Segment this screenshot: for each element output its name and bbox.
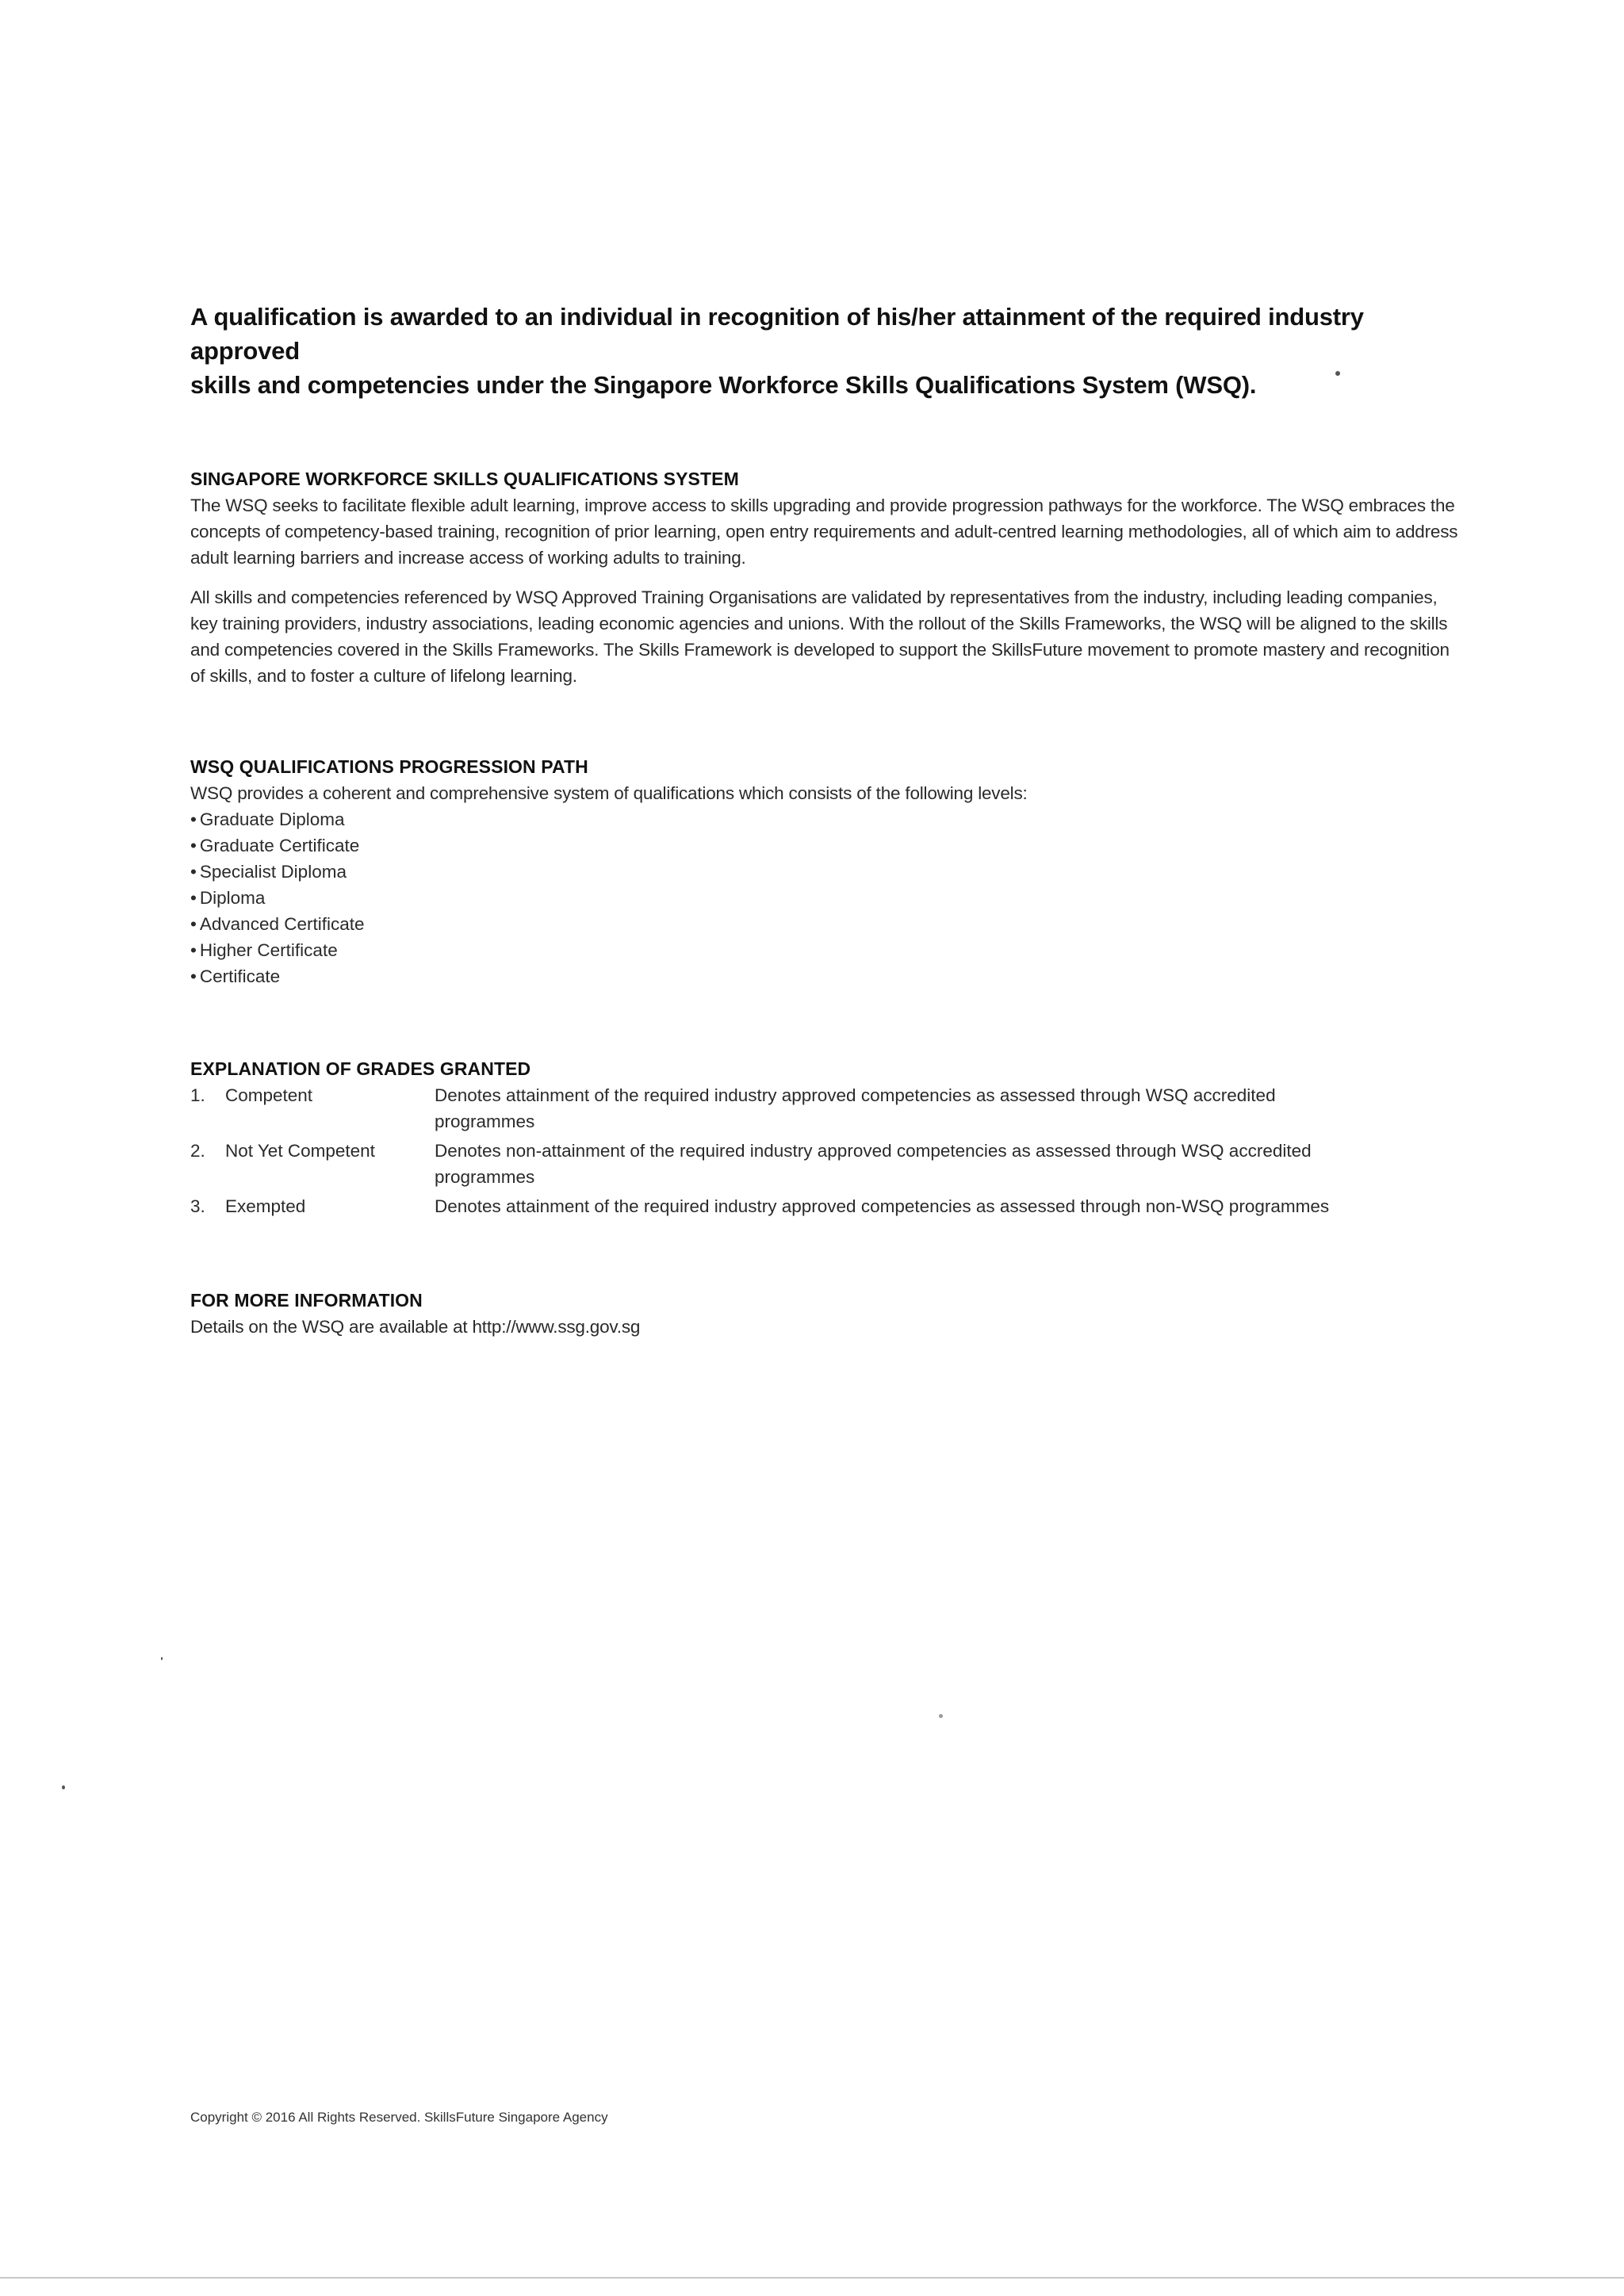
bullet-icon: •	[190, 966, 197, 986]
list-item: • Advanced Certificate	[190, 914, 365, 934]
section-title-wsq-system: SINGAPORE WORKFORCE SKILLS QUALIFICATIONS SYSTEM	[190, 469, 739, 489]
scan-speck	[62, 1785, 65, 1789]
grade-name: Competent	[225, 1085, 313, 1105]
headline-line-2: skills and competencies under the Singapore Workforce Skills Qualifications System (WSQ).	[190, 371, 1257, 399]
list-item: • Specialist Diploma	[190, 862, 347, 882]
list-item: • Graduate Diploma	[190, 809, 345, 829]
progression-section	[190, 755, 1459, 989]
progression-intro: WSQ provides a coherent and comprehensive system of qualifications which consists of the following levels:	[190, 783, 1028, 803]
wsq-system-section	[190, 467, 1459, 689]
section-title-progression: WSQ QUALIFICATIONS PROGRESSION PATH	[190, 756, 588, 777]
more-info-text: Details on the WSQ are available at http://www.ssg.gov.sg	[190, 1317, 641, 1337]
grade-description: Denotes attainment of the required industry approved competencies as assessed through WSQ accredited programmes	[435, 1085, 1276, 1131]
bullet-icon: •	[190, 914, 197, 934]
scan-speck	[1335, 371, 1340, 376]
wsq-system-paragraph-1: The WSQ seeks to facilitate flexible adult learning, improve access to skills upgrading and provide progression pathways for the workforce. The WSQ embraces the concepts of competency-based training, recognition of prior learning, open entry requirements and adult-centred learning methodologies, all of which aim to address adult learning barriers and increase access of working adults to training.	[190, 496, 1458, 568]
grades-section	[190, 1057, 1459, 1219]
grade-row	[190, 1193, 1459, 1219]
page-bottom-edge	[0, 2277, 1624, 2279]
scan-speck	[161, 1657, 163, 1660]
section-title-more-info: FOR MORE INFORMATION	[190, 1290, 423, 1311]
scan-speck	[939, 1714, 943, 1718]
grade-number: 3.	[190, 1196, 205, 1216]
grade-description: Denotes attainment of the required industry approved competencies as assessed through non-WSQ programmes	[435, 1196, 1330, 1216]
grade-number: 1.	[190, 1085, 205, 1105]
bullet-icon: •	[190, 862, 197, 882]
grades-table	[190, 1082, 1459, 1219]
grade-name: Not Yet Competent	[225, 1141, 375, 1161]
bullet-icon: •	[190, 940, 197, 960]
headline-line-1: A qualification is awarded to an individual in recognition of his/her attainment of the required industry approved	[190, 303, 1364, 365]
wsq-system-paragraph-2: All skills and competencies referenced by WSQ Approved Training Organisations are validated by representatives from the industry, including leading companies, key training providers, industry associations, leading economic agencies and unions. With the rollout of the Skills Frameworks, the WSQ will be aligned to the skills and competencies covered in the Skills Frameworks. The Skills Framework is developed to support the SkillsFuture movement to promote mastery and recognition of skills, and to foster a culture of lifelong learning.	[190, 587, 1450, 686]
copyright-footer: Copyright © 2016 All Rights Reserved. SkillsFuture Singapore Agency	[190, 2110, 608, 2125]
qualification-levels-list	[190, 806, 1459, 989]
bullet-icon: •	[190, 836, 197, 855]
grade-row	[190, 1082, 1459, 1135]
bullet-icon: •	[190, 809, 197, 829]
list-item: • Higher Certificate	[190, 940, 338, 960]
list-item: • Certificate	[190, 966, 281, 986]
headline	[190, 300, 1459, 402]
list-item: • Diploma	[190, 888, 266, 908]
section-title-grades: EXPLANATION OF GRADES GRANTED	[190, 1058, 531, 1079]
bullet-icon: •	[190, 888, 197, 908]
more-info-section	[190, 1288, 1459, 1340]
grade-description: Denotes non-attainment of the required industry approved competencies as assessed through WSQ accredited programmes	[435, 1141, 1312, 1187]
grade-name: Exempted	[225, 1196, 306, 1216]
grade-number: 2.	[190, 1141, 205, 1161]
list-item: • Graduate Certificate	[190, 836, 360, 855]
grade-row	[190, 1138, 1459, 1190]
document-body	[190, 300, 1459, 1340]
